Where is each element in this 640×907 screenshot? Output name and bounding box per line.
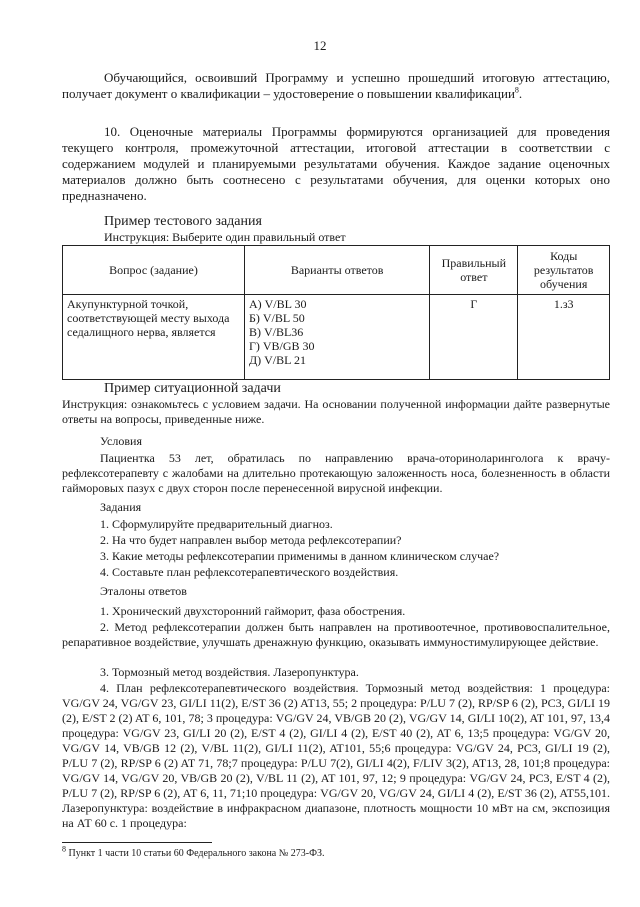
paragraph-qualification-text: Обучающийся, освоивший Программу и успешно прошедший итоговую аттестацию, получает документ о квалификации – удостоверение о повышении квалификации <box>62 70 610 101</box>
question-cell: Акупунктурной точкой, соответствующей месту выхода седалищного нерва, является <box>63 295 245 380</box>
paragraph-qualification <box>62 70 610 102</box>
footnote <box>62 844 325 860</box>
situational-title: Пример ситуационной задачи <box>104 381 281 396</box>
answers-label: Эталоны ответов <box>100 584 187 598</box>
option-d: Г) VB/GB 30 <box>248 339 315 353</box>
answer-4: 4. План рефлексотерапевтического воздействия. Тормозный метод воздействия: 1 процедура: VG/GV 24, VG/GV 23, GI/LI 11(2), E/ST 36 (2) AT13, 55; 2 процедура: P/LU 7 (2), RP/SP 6 (2), PC3, GI/LI 19 (2), E/ST 2 (2) AT 6, 101, 78; 3 процедура: VG/GV 24, VB/GB 20 (2), VG/GV 14, GI/LI 10(2), AT 101, 97, 13,4 процедура: VG/GV 23, GI/LI 20 (2), E/ST 4 (2), GI/LI 4 (2), E/ST 40 (2), AT 6, 13;5 процедура: VG/GV 20, VG/GV 14, VB/GB 12 (2), V/BL 11(2), GI/LI 11(2), AT101, 55;6 процедура: VG/GV 24, PC3, GI/LI 19 (2), P/LU 7 (2), RP/SP 6 (2) AT 71, 78;7 процедура: P/LU 7(2), GI/LI 4(2), F/LIV 3(2), AT13, 28, 101;8 процедура: VG/GV 14, VG/GV 20, VB/GB 20 (2), V/BL 11 (2), AT 101, 97, 12; 9 процедура: VG/GV 24, PC3, E/ST 4 (2), P/LU 7 (2), RP/SP 6 (2), AT 6, 11, 71;10 процедура: VG/GV 20, VG/GV 24, GI/LI 4 (2), E/ST 36 (2), AT55,101. Лазеропунктура: воздействие в инфракрасном диапазоне, плотность мощности 10 мВт на см, экспозиция на АТ 60 с. 1 процедура: <box>62 681 610 830</box>
conditions-label: Условия <box>100 434 142 448</box>
header-correct-answer: Правильный ответ <box>430 246 518 295</box>
paragraph-assessment-materials: 10. Оценочные материалы Программы формируются организацией для проведения текущего контроля, промежуточной аттестации, итоговой аттестации в соответствии с содержанием модулей и планируемыми результатами обучения. Каждое задание оценочных материалов должно быть соотнесено с результатами обучения, для оценки которых оно предназначено. <box>62 124 610 203</box>
correct-answer-cell: Г <box>430 295 518 380</box>
footnote-separator <box>62 842 212 843</box>
tasks-label: Задания <box>100 500 142 514</box>
test-instruction: Инструкция: Выберите один правильный ответ <box>104 230 346 244</box>
test-table <box>62 245 610 380</box>
header-options: Варианты ответов <box>244 246 429 295</box>
table-row <box>63 295 610 380</box>
footnote-text: Пункт 1 части 10 статьи 60 Федерального закона № 273-ФЗ. <box>66 848 325 859</box>
answer-2: 2. Метод рефлексотерапии должен быть направлен на противоотечное, противовоспалительное, репаративное воздействие, улучшать дренажную функцию, оказывать иммуностимулирующее действие. <box>62 620 610 649</box>
task-4: 4. Составьте план рефлексотерапевтического воздействия. <box>100 565 399 579</box>
answer-3: 3. Тормозный метод воздействия. Лазеропунктура. <box>100 665 359 679</box>
footnote-ref: 8 <box>514 85 519 95</box>
option-b: Б) V/BL 50 <box>248 311 305 325</box>
options-cell <box>244 295 429 380</box>
footnote-mark: 8 <box>62 844 66 854</box>
option-a: А) V/BL 30 <box>248 297 307 311</box>
paragraph-qualification-end: . <box>518 86 523 101</box>
answer-1: 1. Хронический двухсторонний гайморит, фаза обострения. <box>100 604 406 618</box>
task-1: 1. Сформулируйте предварительный диагноз. <box>100 517 333 531</box>
test-example-title: Пример тестового задания <box>104 214 262 229</box>
header-result-codes: Коды результатов обучения <box>518 246 610 295</box>
option-c: В) V/BL36 <box>248 325 304 339</box>
result-code-cell: 1.з3 <box>518 295 610 380</box>
task-3: 3. Какие методы рефлексотерапии применимы в данном клиническом случае? <box>100 549 500 563</box>
conditions-text: Пациентка 53 лет, обратилась по направлению врача-оториноларинголога к врачу-рефлексотерапевту с жалобами на длительно протекающую заложенность носа, болезненность в области гайморовых пазух с двух сторон после перенесенной вирусной инфекции. <box>62 451 610 495</box>
test-table-header-row <box>63 246 610 295</box>
page-number: 12 <box>313 38 327 53</box>
header-question: Вопрос (задание) <box>63 246 245 295</box>
situational-instruction: Инструкция: ознакомьтесь с условием задачи. На основании полученной информации дайте развернутые ответы на вопросы, приведенные ниже. <box>62 397 610 426</box>
task-2: 2. На что будет направлен выбор метода рефлексотерапии? <box>100 533 402 547</box>
option-e: Д) V/BL 21 <box>248 353 307 367</box>
